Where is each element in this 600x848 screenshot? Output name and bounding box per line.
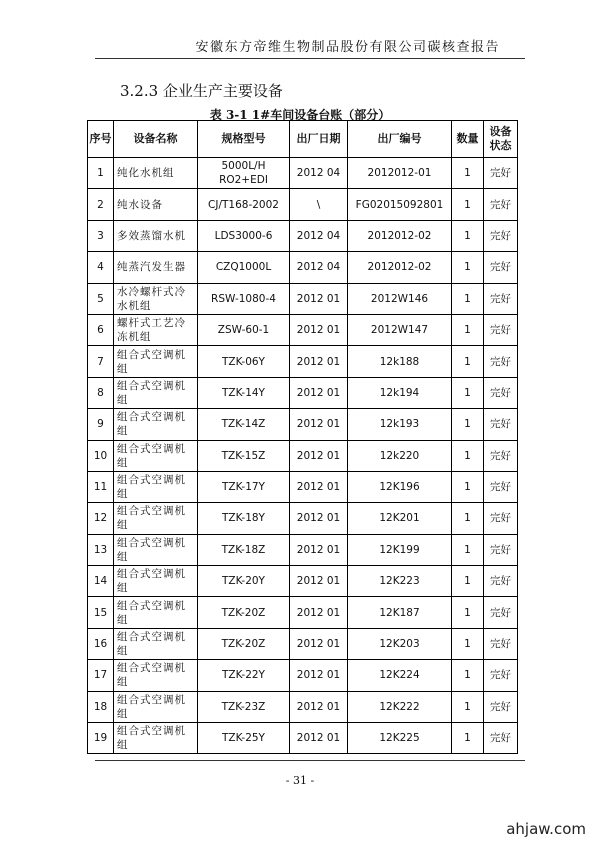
col-name-cell: 螺杆式工艺冷冻机组 xyxy=(114,314,198,345)
col-qty-cell: 1 xyxy=(452,220,484,251)
table-row xyxy=(88,189,518,220)
col-serial-cell: 12K199 xyxy=(348,534,452,565)
col-date-cell: 2012 04 xyxy=(290,220,348,251)
col-status-cell: 完好 xyxy=(484,691,518,722)
col-serial-cell: 12k194 xyxy=(348,377,452,408)
col-name-cell: 组合式空调机组 xyxy=(114,566,198,597)
col-index-cell: 11 xyxy=(88,471,114,502)
col-serial-cell: 12K222 xyxy=(348,691,452,722)
col-status-cell: 完好 xyxy=(484,440,518,471)
col-serial-cell: 12k193 xyxy=(348,409,452,440)
col-date-cell: 2012 01 xyxy=(290,409,348,440)
col-model-cell: CJ/T168-2002 xyxy=(198,189,290,220)
col-serial-cell: 12k188 xyxy=(348,346,452,377)
header-col-date: 出厂日期 xyxy=(290,121,348,158)
col-model-cell: TZK-25Y xyxy=(198,723,290,754)
col-qty-cell: 1 xyxy=(452,723,484,754)
col-date-cell: 2012 01 xyxy=(290,503,348,534)
table-row xyxy=(88,314,518,345)
col-date-cell: 2012 01 xyxy=(290,534,348,565)
col-index-cell: 4 xyxy=(88,252,114,283)
col-name-cell: 组合式空调机组 xyxy=(114,660,198,691)
col-qty-cell: 1 xyxy=(452,252,484,283)
col-model-cell: TZK-18Y xyxy=(198,503,290,534)
col-date-cell: 2012 01 xyxy=(290,471,348,502)
table-row xyxy=(88,723,518,754)
col-model-cell: TZK-20Y xyxy=(198,566,290,597)
table-header xyxy=(88,121,518,158)
header-divider xyxy=(95,58,525,59)
col-model-cell: TZK-18Z xyxy=(198,534,290,565)
col-qty-cell: 1 xyxy=(452,471,484,502)
col-model-cell: TZK-22Y xyxy=(198,660,290,691)
col-index-cell: 3 xyxy=(88,220,114,251)
table-row xyxy=(88,377,518,408)
col-serial-cell: 2012W147 xyxy=(348,314,452,345)
col-date-cell: 2012 01 xyxy=(290,566,348,597)
col-date-cell: 2012 01 xyxy=(290,346,348,377)
col-qty-cell: 1 xyxy=(452,503,484,534)
col-serial-cell: 2012W146 xyxy=(348,283,452,314)
col-index-cell: 14 xyxy=(88,566,114,597)
col-qty-cell: 1 xyxy=(452,534,484,565)
col-model-cell: CZQ1000L xyxy=(198,252,290,283)
header-col-name: 设备名称 xyxy=(114,121,198,158)
equipment-table xyxy=(87,120,518,754)
col-status-cell: 完好 xyxy=(484,503,518,534)
header-col-status: 设备状态 xyxy=(484,121,518,158)
col-status-cell: 完好 xyxy=(484,628,518,659)
col-serial-cell: 12K196 xyxy=(348,471,452,502)
col-model-cell: TZK-15Z xyxy=(198,440,290,471)
col-name-cell: 组合式空调机组 xyxy=(114,503,198,534)
col-serial-cell: 2012012-01 xyxy=(348,158,452,189)
col-status-cell: 完好 xyxy=(484,597,518,628)
col-index-cell: 17 xyxy=(88,660,114,691)
col-status-cell: 完好 xyxy=(484,377,518,408)
table-row xyxy=(88,503,518,534)
page-header: 安徽东方帝维生物制品股份有限公司碳核查报告 xyxy=(195,40,500,55)
col-qty-cell: 1 xyxy=(452,158,484,189)
site-watermark: ahjaw.com xyxy=(506,820,586,838)
col-qty-cell: 1 xyxy=(452,346,484,377)
col-status-cell: 完好 xyxy=(484,660,518,691)
col-name-cell: 多效蒸馏水机 xyxy=(114,220,198,251)
col-status-cell: 完好 xyxy=(484,723,518,754)
col-model-cell: ZSW-60-1 xyxy=(198,314,290,345)
col-serial-cell: 2012012-02 xyxy=(348,220,452,251)
section-title: 3.2.3 企业生产主要设备 xyxy=(120,82,283,100)
col-index-cell: 8 xyxy=(88,377,114,408)
col-date-cell: 2012 01 xyxy=(290,440,348,471)
col-status-cell: 完好 xyxy=(484,314,518,345)
col-model-cell: RSW-1080-4 xyxy=(198,283,290,314)
table-row xyxy=(88,597,518,628)
col-qty-cell: 1 xyxy=(452,566,484,597)
table-row xyxy=(88,628,518,659)
footer-divider xyxy=(95,760,525,761)
col-name-cell: 纯化水机组 xyxy=(114,158,198,189)
col-index-cell: 15 xyxy=(88,597,114,628)
col-date-cell: 2012 04 xyxy=(290,158,348,189)
col-index-cell: 9 xyxy=(88,409,114,440)
col-qty-cell: 1 xyxy=(452,377,484,408)
table-caption: 表 3-1 1#车间设备台账（部分） xyxy=(209,108,391,122)
col-serial-cell: 12K203 xyxy=(348,628,452,659)
table-row xyxy=(88,409,518,440)
col-status-cell: 完好 xyxy=(484,158,518,189)
col-qty-cell: 1 xyxy=(452,628,484,659)
table-row xyxy=(88,534,518,565)
col-name-cell: 组合式空调机组 xyxy=(114,440,198,471)
col-qty-cell: 1 xyxy=(452,660,484,691)
col-status-cell: 完好 xyxy=(484,471,518,502)
col-model-cell: TZK-20Z xyxy=(198,628,290,659)
col-date-cell: 2012 01 xyxy=(290,660,348,691)
table-row xyxy=(88,471,518,502)
col-model-cell: TZK-06Y xyxy=(198,346,290,377)
header-col-serial: 出厂编号 xyxy=(348,121,452,158)
col-status-cell: 完好 xyxy=(484,220,518,251)
page-number: - 31 - xyxy=(285,774,315,787)
header-col-qty: 数量 xyxy=(452,121,484,158)
col-name-cell: 组合式空调机组 xyxy=(114,534,198,565)
col-model-cell: TZK-17Y xyxy=(198,471,290,502)
col-index-cell: 1 xyxy=(88,158,114,189)
col-name-cell: 组合式空调机组 xyxy=(114,409,198,440)
col-date-cell: 2012 01 xyxy=(290,628,348,659)
col-status-cell: 完好 xyxy=(484,566,518,597)
col-serial-cell: 2012012-02 xyxy=(348,252,452,283)
col-index-cell: 2 xyxy=(88,189,114,220)
table-header-row xyxy=(88,121,518,158)
table-row xyxy=(88,158,518,189)
header-col-index: 序号 xyxy=(88,121,114,158)
col-name-cell: 组合式空调机组 xyxy=(114,691,198,722)
col-qty-cell: 1 xyxy=(452,189,484,220)
col-status-cell: 完好 xyxy=(484,189,518,220)
col-model-cell: TZK-20Z xyxy=(198,597,290,628)
col-date-cell: 2012 01 xyxy=(290,723,348,754)
col-date-cell: 2012 01 xyxy=(290,597,348,628)
col-date-cell: 2012 01 xyxy=(290,377,348,408)
col-name-cell: 组合式空调机组 xyxy=(114,723,198,754)
col-date-cell: 2012 01 xyxy=(290,283,348,314)
col-index-cell: 10 xyxy=(88,440,114,471)
col-model-cell: 5000L/H RO2+EDI xyxy=(198,158,290,189)
col-name-cell: 纯蒸汽发生器 xyxy=(114,252,198,283)
table-row xyxy=(88,440,518,471)
col-index-cell: 6 xyxy=(88,314,114,345)
col-status-cell: 完好 xyxy=(484,346,518,377)
col-qty-cell: 1 xyxy=(452,409,484,440)
col-date-cell: 2012 01 xyxy=(290,314,348,345)
table-body xyxy=(88,158,518,754)
col-serial-cell: 12k220 xyxy=(348,440,452,471)
col-index-cell: 19 xyxy=(88,723,114,754)
col-model-cell: LDS3000-6 xyxy=(198,220,290,251)
table-row xyxy=(88,252,518,283)
col-date-cell: 2012 04 xyxy=(290,252,348,283)
col-index-cell: 16 xyxy=(88,628,114,659)
col-serial-cell: 12K187 xyxy=(348,597,452,628)
col-name-cell: 组合式空调机组 xyxy=(114,597,198,628)
col-index-cell: 12 xyxy=(88,503,114,534)
col-index-cell: 5 xyxy=(88,283,114,314)
col-serial-cell: FG02015092801 xyxy=(348,189,452,220)
col-date-cell: 2012 01 xyxy=(290,691,348,722)
col-serial-cell: 12K223 xyxy=(348,566,452,597)
col-index-cell: 7 xyxy=(88,346,114,377)
col-date-cell: \ xyxy=(290,189,348,220)
col-name-cell: 组合式空调机组 xyxy=(114,628,198,659)
col-status-cell: 完好 xyxy=(484,283,518,314)
table-row xyxy=(88,283,518,314)
col-name-cell: 组合式空调机组 xyxy=(114,346,198,377)
col-status-cell: 完好 xyxy=(484,409,518,440)
table-row xyxy=(88,346,518,377)
col-name-cell: 水冷螺杆式冷水机组 xyxy=(114,283,198,314)
col-name-cell: 组合式空调机组 xyxy=(114,377,198,408)
col-model-cell: TZK-23Z xyxy=(198,691,290,722)
col-status-cell: 完好 xyxy=(484,534,518,565)
col-qty-cell: 1 xyxy=(452,440,484,471)
col-index-cell: 13 xyxy=(88,534,114,565)
col-qty-cell: 1 xyxy=(452,691,484,722)
col-qty-cell: 1 xyxy=(452,283,484,314)
table-row xyxy=(88,660,518,691)
col-serial-cell: 12K201 xyxy=(348,503,452,534)
col-model-cell: TZK-14Z xyxy=(198,409,290,440)
table-row xyxy=(88,220,518,251)
table-row xyxy=(88,566,518,597)
col-name-cell: 纯水设备 xyxy=(114,189,198,220)
col-serial-cell: 12K224 xyxy=(348,660,452,691)
col-name-cell: 组合式空调机组 xyxy=(114,471,198,502)
col-qty-cell: 1 xyxy=(452,597,484,628)
col-status-cell: 完好 xyxy=(484,252,518,283)
col-qty-cell: 1 xyxy=(452,314,484,345)
header-col-model: 规格型号 xyxy=(198,121,290,158)
table-row xyxy=(88,691,518,722)
col-serial-cell: 12K225 xyxy=(348,723,452,754)
col-model-cell: TZK-14Y xyxy=(198,377,290,408)
col-index-cell: 18 xyxy=(88,691,114,722)
